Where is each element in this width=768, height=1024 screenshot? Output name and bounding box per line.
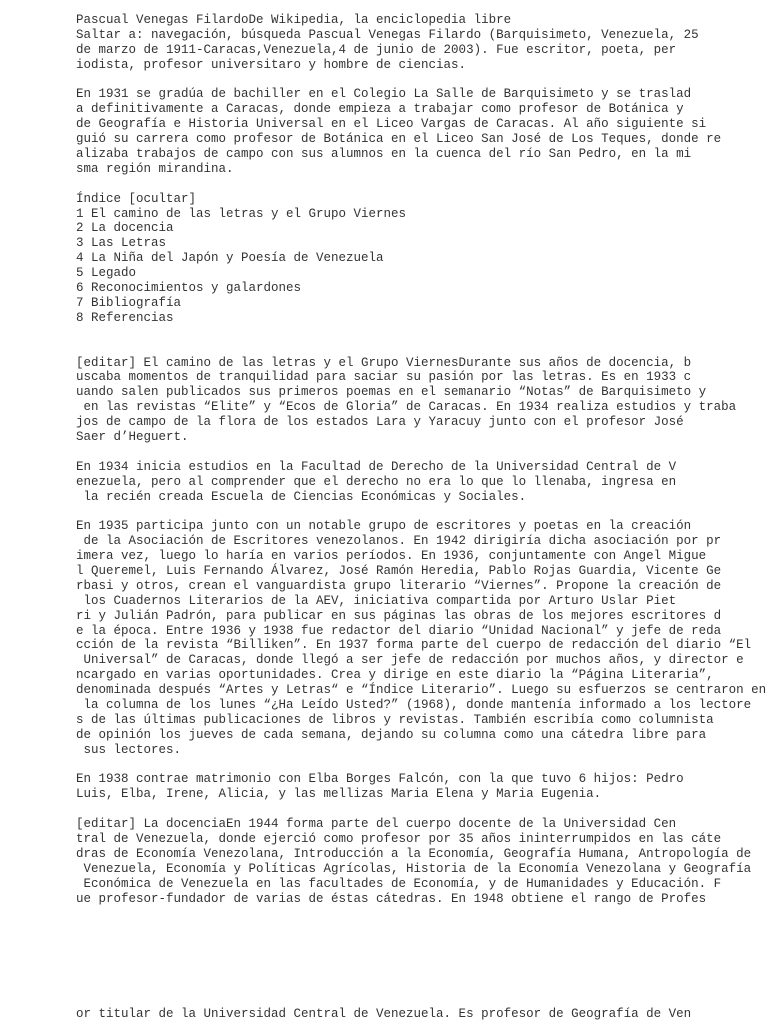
document-body (76, 13, 766, 906)
text-line: Pascual Venegas FilardoDe Wikipedia, la enciclopedia libre (76, 13, 512, 27)
text-line: ue profesor-fundador de varias de éstas cátedras. En 1948 obtiene el rango de Profes (76, 891, 707, 906)
page-bottom-line: or titular de la Universidad Central de Venezuela. Es profesor de Geografía de Ven (76, 1007, 692, 1021)
text-line: [editar] El camino de las letras y el Grupo ViernesDurante sus años de docencia, b (76, 355, 692, 370)
table-of-contents (76, 192, 766, 326)
text-line: Venezuela, Economía y Políticas Agrícolas, Historia de la Economía Venezolana y Geografía (76, 861, 752, 876)
writers-association-paragraph (76, 519, 766, 757)
text-line: guió su carrera como profesor de Botánica en el Liceo San José de Los Teques, donde re (76, 132, 722, 147)
text-line: enezuela, pero al comprender que el derecho no era lo que lo llenaba, ingresa en (76, 474, 677, 489)
text-line: Luis, Elba, Irene, Alicia, y las mellizas Maria Elena y Maria Eugenia. (76, 787, 602, 802)
toc-item[interactable]: 6 Reconocimientos y galardones (76, 281, 302, 296)
letters-section-paragraph (76, 356, 766, 445)
text-line: a definitivamente a Caracas, donde empieza a trabajar como profesor de Botánica y (76, 102, 684, 117)
text-line: cción de la revista “Billiken”. En 1937 forma parte del cuerpo de redacción del diario “El (76, 638, 752, 653)
text-line: Saer d’Heguert. (76, 429, 189, 444)
text-line: sma región mirandina. (76, 161, 234, 176)
text-line: [editar] La docenciaEn 1944 forma parte del cuerpo docente de la Universidad Cen (76, 817, 677, 832)
text-line: l Queremel, Luis Fernando Álvarez, José Ramón Heredia, Pablo Rojas Guardia, Vicente Ge (76, 563, 722, 578)
text-line: uando salen publicados sus primeros poemas en el semanario “Notas” de Barquisimeto y (76, 385, 707, 400)
text-line: En 1931 se gradúa de bachiller en el Colegio La Salle de Barquisimeto y se traslad (76, 87, 692, 102)
toc-item[interactable]: 4 La Niña del Japón y Poesía de Venezuela (76, 251, 384, 266)
toc-item[interactable]: 5 Legado (76, 266, 137, 281)
text-line: de opinión los jueves de cada semana, dejando su columna como una cátedra libre para (76, 727, 707, 742)
text-line: ri y Julián Padrón, para publicar en sus páginas las obras de los mejores escritores d (76, 608, 722, 623)
text-line: de Geografía e Historia Universal en el Liceo Vargas de Caracas. Al año siguiente si (76, 117, 707, 132)
text-line: de la Asociación de Escritores venezolanos. En 1942 dirigiría dicha asociación por pr (76, 534, 722, 549)
text-line: dras de Economía Venezolana, Introducción a la Economía, Geografía Humana, Antropología de (76, 846, 752, 861)
law-studies-paragraph (76, 460, 766, 505)
marriage-paragraph (76, 772, 766, 802)
text-line: alizaba trabajos de campo con sus alumnos en la cuenca del río San Pedro, en la mi (76, 147, 692, 162)
text-line: jos de campo de la flora de los estados Lara y Yaracuy junto con el profesor José (76, 415, 684, 430)
text-line: Universal” de Caracas, donde llegó a ser jefe de redacción por muchos años, y director e (76, 653, 744, 668)
toc-item[interactable]: 7 Bibliografía (76, 295, 182, 310)
toc-item[interactable]: 2 La docencia (76, 221, 174, 236)
text-line: de marzo de 1911-Caracas,Venezuela,4 de junio de 2003). Fue escritor, poeta, per (76, 42, 677, 57)
text-line: Saltar a: navegación, búsqueda Pascual Venegas Filardo (Barquisimeto, Venezuela, 25 (76, 27, 699, 42)
text-line: En 1934 inicia estudios en la Facultad de Derecho de la Universidad Central de V (76, 459, 677, 474)
teaching-section-paragraph (76, 817, 766, 906)
text-line: En 1938 contrae matrimonio con Elba Borges Falcón, con la que tuvo 6 hijos: Pedro (76, 772, 684, 787)
toc-item[interactable]: 3 Las Letras (76, 236, 167, 251)
education-paragraph (76, 87, 766, 176)
toc-title: Índice [ocultar] (76, 191, 197, 206)
text-line: iodista, profesor universitaro y hombre de ciencias. (76, 57, 467, 72)
intro-paragraph (76, 13, 766, 73)
text-line: Económica de Venezuela en las facultades de Economía, y de Humanidades y Educación. F (76, 876, 722, 891)
text-line: sus lectores. (76, 742, 182, 757)
text-line: e la época. Entre 1936 y 1938 fue redactor del diario “Unidad Nacional” y jefe de reda (76, 623, 722, 638)
text-line: En 1935 participa junto con un notable grupo de escritores y poetas en la creación (76, 519, 692, 534)
text-line: los Cuadernos Literarios de la AEV, iniciativa compartida por Arturo Uslar Piet (76, 593, 677, 608)
text-line: imera vez, luego lo haría en varios períodos. En 1936, conjuntamente con Angel Migue (76, 549, 707, 564)
text-line: uscaba momentos de tranquilidad para saciar su pasión por las letras. Es en 1933 c (76, 370, 692, 385)
text-line: denominada después “Artes y Letras“ e “Índice Literario”. Luego su esfuerzos se centraron en (76, 683, 767, 698)
text-line: rbasi y otros, crean el vanguardista grupo literario “Viernes”. Propone la creación de (76, 578, 722, 593)
text-line: la columna de los lunes “¿Ha Leído Usted?” (1968), donde mantenía informado a los lectore (76, 697, 752, 712)
text-line: tral de Venezuela, donde ejerció como profesor por 35 años ininterrumpidos en las cáte (76, 832, 722, 846)
text-line: la recién creada Escuela de Ciencias Económicas y Sociales. (76, 489, 527, 504)
toc-item[interactable]: 1 El camino de las letras y el Grupo Viernes (76, 206, 407, 221)
text-line: en las revistas “Elite” y “Ecos de Gloria” de Caracas. En 1934 realiza estudios y traba (76, 400, 737, 415)
text-line: ncargado en varias oportunidades. Crea y dirige en este diario la “Página Literaria”, (76, 668, 714, 683)
toc-item[interactable]: 8 Referencias (76, 310, 174, 325)
text-line: s de las últimas publicaciones de libros y revistas. También escribía como columnista (76, 712, 714, 727)
